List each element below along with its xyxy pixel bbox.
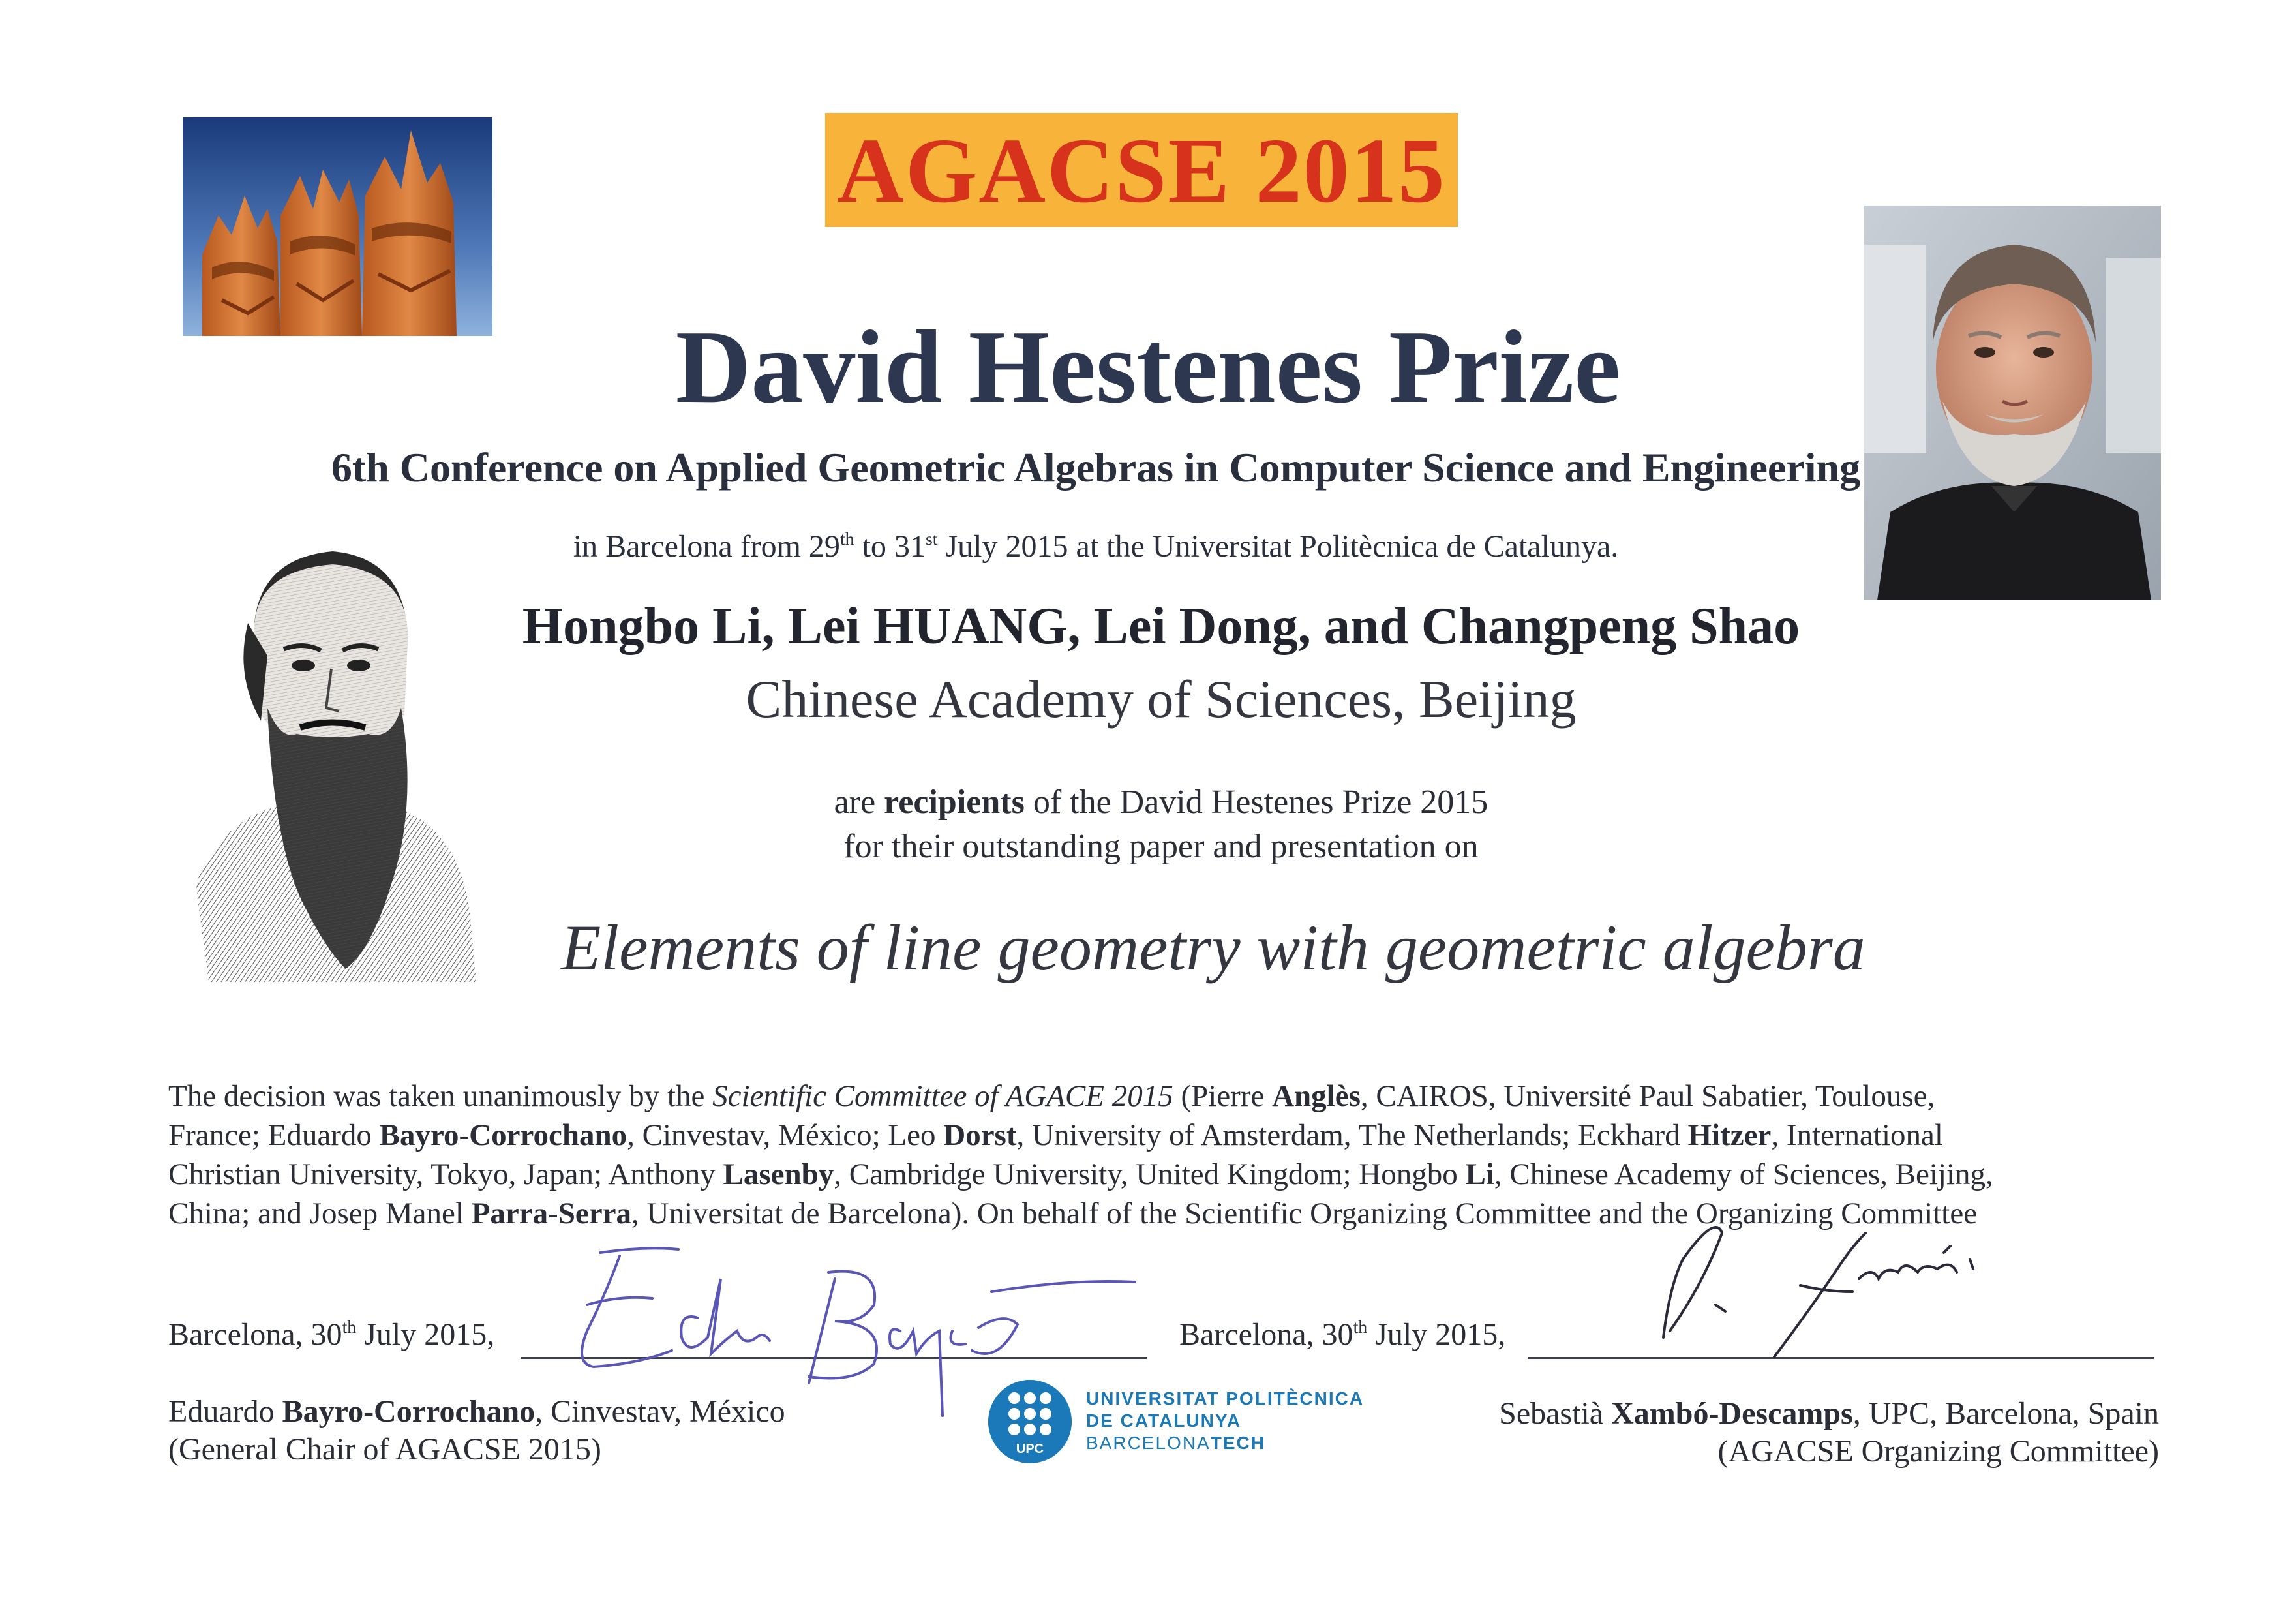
upc-logo <box>988 1380 1380 1465</box>
upc-logo-icon <box>988 1380 1072 1463</box>
conference-name: 6th Conference on Applied Geometric Algebras in Computer Science and Engineering <box>331 444 1861 491</box>
signature-place-date-left: Barcelona, 30th July 2015, <box>168 1317 495 1352</box>
signature-place-date-right: Barcelona, 30th July 2015, <box>1179 1317 1506 1352</box>
prize-title: David Hestenes Prize <box>675 309 1621 425</box>
signer-right-name: Sebastià Xambó-Descamps, UPC, Barcelona, Spain <box>1499 1396 2159 1431</box>
upc-logo-line: DE CATALUNYA <box>1086 1411 1242 1431</box>
banner-text: AGACSE 2015 <box>837 118 1446 222</box>
paragraph-line: Christian University, Tokyo, Japan; Anthony Lasenby, Cambridge University, United Kingdom; Hongbo Li, Chinese Academy of Sciences, Beijing, <box>168 1157 1993 1191</box>
signer-left <box>168 1393 785 1469</box>
signature-right <box>1644 1207 1996 1364</box>
upc-logo-text <box>1086 1388 1364 1454</box>
award-statement: are recipients of the David Hestenes Prize 2015 <box>834 784 1488 821</box>
award-statement-continued: for their outstanding paper and presentation on <box>843 828 1479 865</box>
upc-logo-line: BARCELONATECH <box>1086 1433 1265 1453</box>
signer-left-name: Eduardo Bayro-Corrochano, Cinvestav, México <box>168 1394 785 1429</box>
signer-right-role: (AGACSE Organizing Committee) <box>1717 1434 2159 1469</box>
recipient-affiliation: Chinese Academy of Sciences, Beijing <box>746 669 1577 729</box>
engraved-portrait <box>183 545 486 982</box>
signer-right <box>1499 1395 2159 1471</box>
paragraph-line: China; and Josep Manel Parra-Serra, Universitat de Barcelona). On behalf of the Scientific Organizing Committee and the Organizing Committee <box>168 1197 1978 1230</box>
paragraph-line: The decision was taken unanimously by the Scientific Committee of AGACE 2015 (Pierre Anglès, CAIROS, Université Paul Sabatier, Toulouse, <box>168 1079 1935 1113</box>
chimneys-photo <box>183 117 492 336</box>
venue-line: in Barcelona from 29th to 31st July 2015 at the Universitat Politècnica de Catalunya. <box>573 528 1619 564</box>
recipient-names: Hongbo Li, Lei HUANG, Lei Dong, and Changpeng Shao <box>522 598 1800 655</box>
paragraph-line: France; Eduardo Bayro-Corrochano, Cinvestav, México; Leo Dorst, University of Amsterdam, The Netherlands; Eckhard Hitzer, International <box>168 1118 1943 1152</box>
upc-logo-line: UNIVERSITAT POLITÈCNICA <box>1086 1388 1365 1409</box>
signer-left-role: (General Chair of AGACSE 2015) <box>168 1432 601 1467</box>
paper-title: Elements of line geometry with geometric algebra <box>561 911 1865 984</box>
upc-logo-label: UPC <box>1016 1442 1044 1456</box>
conference-banner <box>825 113 1458 227</box>
